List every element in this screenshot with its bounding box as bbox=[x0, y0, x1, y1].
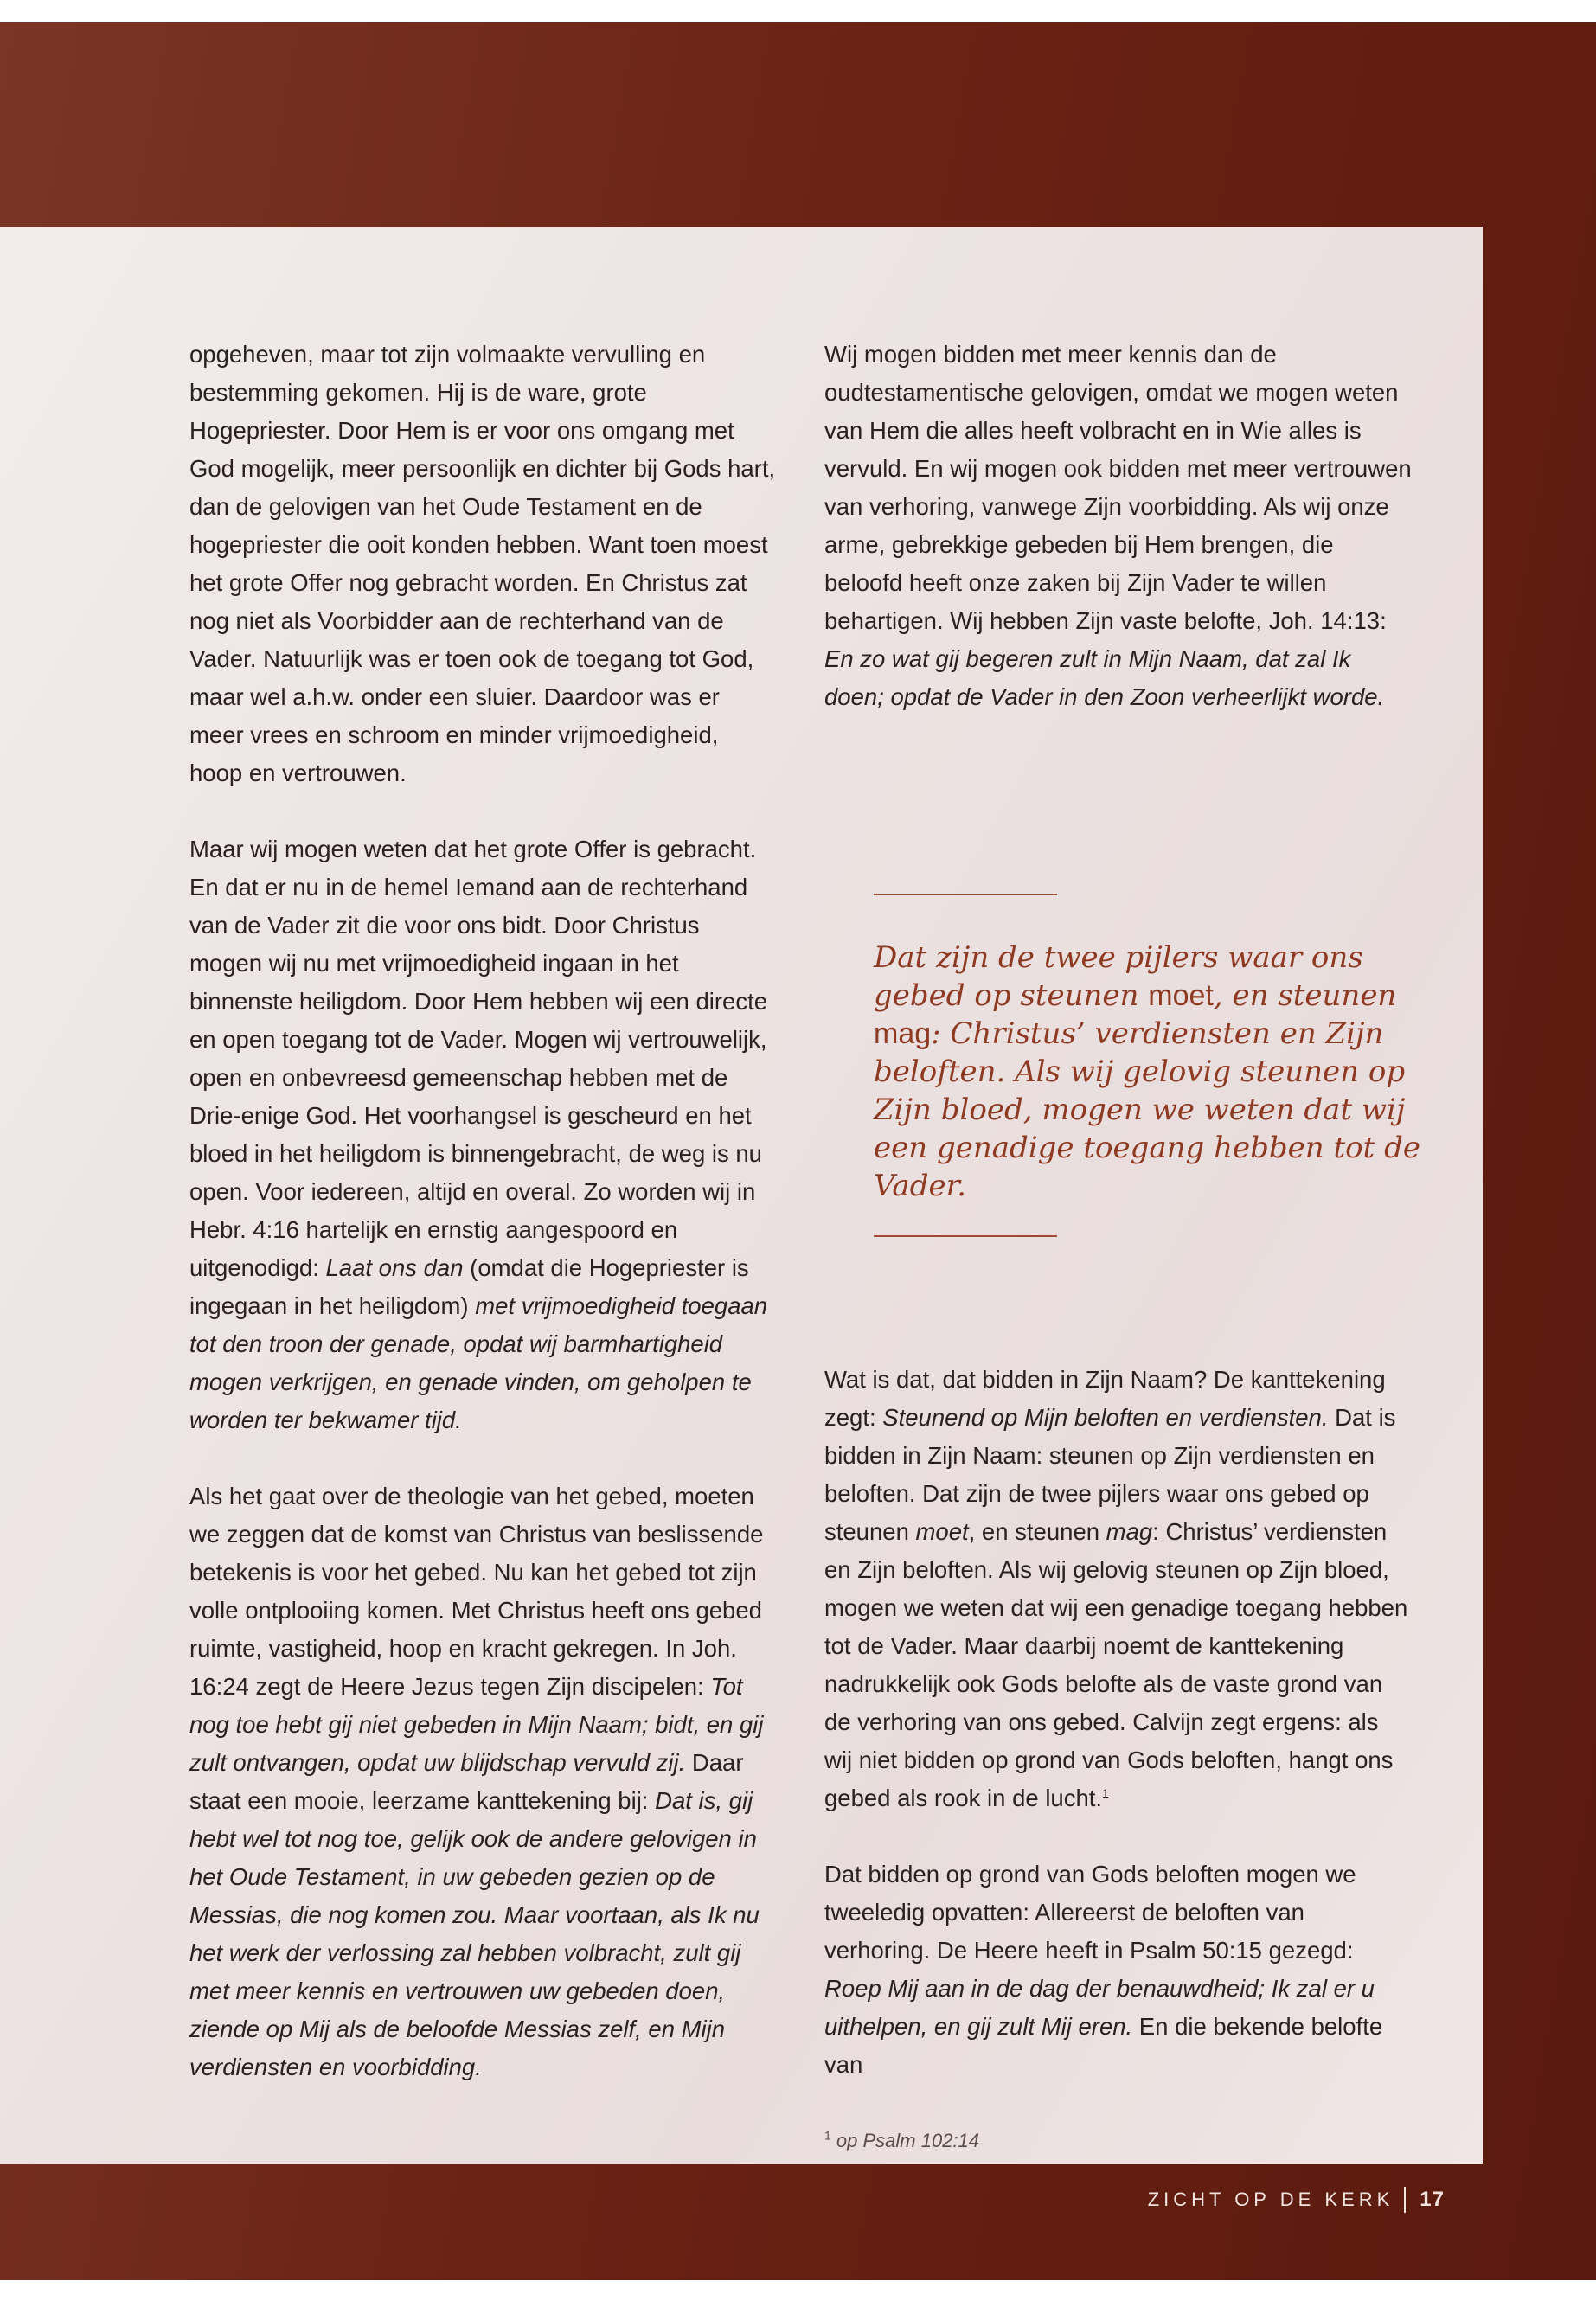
footnote: $^1$ op Psalm 102:14 bbox=[824, 2128, 980, 2151]
page-footer bbox=[1148, 2187, 1445, 2213]
pullquote: Dat zijn de twee pijlers waar ons gebed op steunen moet, en steunen mag: Christus’ verdiensten en Zijn beloften. Als wij gelovig steunen op Zijn bloed, mogen we weten dat wij een genadige toegang hebben tot de Vader. bbox=[874, 940, 1420, 1203]
footnote-ref[interactable]: 1 bbox=[1102, 1785, 1109, 1800]
paragraph: opgeheven, maar tot zijn volmaakte vervulling en bestemming gekomen. Hij is de ware, grote Hogepriester. Door Hem is er voor ons omgang met God mogelijk, meer persoonlijk en dichter bij Gods hart, dan de gelovigen van het Oude Testament en de hogepriester die ooit konden hebben. Want toen moest het grote Offer nog gebracht worden. En Christus zat nog niet als Voorbidder aan de rechterhand van de Vader. Natuurlijk was er toen ook de toegang tot God, maar wel a.h.w. onder een sluier. Daardoor was er meer vrees en schroom en minder vrijmoedigheid, hoop en vertrouwen. bbox=[189, 341, 776, 786]
left-column bbox=[189, 336, 778, 2125]
right-column-top bbox=[824, 336, 1413, 754]
paragraph: Wat is dat, dat bidden in Zijn Naam? De kanttekening zegt: Steunend op Mijn beloften en verdiensten. Dat is bidden in Zijn Naam: steunen op Zijn verdiensten en beloften. Dat zijn de twee pijlers waar ons gebed op steunen moet, en steunen mag: Christus’ verdiensten en Zijn beloften. Als wij gelovig steunen op Zijn bloed, mogen we weten dat wij een genadige toegang hebben tot de Vader. Maar daarbij noemt de kanttekening nadrukkelijk ook Gods belofte als de vaste grond van de verhoring van ons gebed. Calvijn zegt ergens: als wij niet bidden op grond van Gods beloften, hangt ons gebed als rook in de lucht.$^1$ bbox=[824, 1366, 1408, 1811]
paragraph: Maar wij mogen weten dat het grote Offer is gebracht. En dat er nu in de hemel Iemand aan de rechterhand van de Vader zit die voor ons bidt. Door Christus mogen wij nu met vrijmoedigheid ingaan in het binnenste heiligdom. Door Hem hebben wij een directe en open toegang tot de Vader. Mogen wij vertrouwelijk, open en onbevreesd gemeenschap hebben met de Drie-enige God. Het voorhangsel is gescheurd en het bloed in het heiligdom is binnengebracht, de weg is nu open. Voor iedereen, altijd en overal. Zo worden wij in Hebr. 4:16 hartelijk en ernstig aangespoord en uitgenodigd: Laat ons dan (omdat die Hogepriester is ingegaan in het heiligdom) met vrijmoedigheid toegaan tot den troon der genade, opdat wij barmhartigheid mogen verkrijgen, en genade vinden, om geholpen te worden ter bekwamer tijd. bbox=[189, 836, 768, 1433]
paragraph: Wij mogen bidden met meer kennis dan de oudtestamentische gelovigen, omdat we mogen weten van Hem die alles heeft volbracht en in Wie alles is vervuld. En wij mogen ook bidden met meer vertrouwen van verhoring, vanwege Zijn voorbidding. Als wij onze arme, gebrekkige gebeden bij Hem brengen, die beloofd heeft onze zaken bij Zijn Vader te willen behartigen. Wij hebben Zijn vaste belofte, Joh. 14:13: En zo wat gij begeren zult in Mijn Naam, dat zal Ik doen; opdat de Vader in den Zoon verheerlijkt worde. bbox=[824, 341, 1412, 710]
paragraph: Dat bidden op grond van Gods beloften mogen we tweeledig opvatten: Allereerst de beloften van verhoring. De Heere heeft in Psalm 50:15 gezegd: Roep Mij aan in de dag der benauwdheid; Ik zal er u uithelpen, en gij zult Mij eren. En die bekende belofte van bbox=[824, 1861, 1383, 2078]
magazine-title: ZICHT OP DE KERK bbox=[1147, 2189, 1394, 2210]
right-column-bottom bbox=[824, 1361, 1413, 2122]
pullquote-rule-bottom bbox=[874, 1235, 1057, 1237]
pullquote-rule-top bbox=[874, 894, 1057, 895]
footer-divider bbox=[1404, 2187, 1406, 2213]
page-number: 17 bbox=[1420, 2188, 1445, 2211]
paragraph: Als het gaat over de theologie van het gebed, moeten we zeggen dat de komst van Christus van beslissende betekenis is voor het gebed. Nu kan het gebed tot zijn volle ontplooiing komen. Met Christus heeft ons gebed ruimte, vastigheid, hoop en kracht gekregen. In Joh. 16:24 zegt de Heere Jezus tegen Zijn discipelen: Tot nog toe hebt gij niet gebeden in Mijn Naam; bidt, en gij zult ontvangen, opdat uw blijdschap vervuld zij. Daar staat een mooie, leerzame kanttekening bij: Dat is, gij hebt wel tot nog toe, gelijk ook de andere gelovigen in het Oude Testament, in uw gebeden gezien op de Messias, die nog komen zou. Maar voortaan, als Ik nu het werk der verlossing zal hebben volbracht, zult gij met meer kennis en vertrouwen uw gebeden doen, ziende op Mij als de beloofde Messias zelf, en Mijn verdiensten en voorbidding. bbox=[189, 1483, 764, 2080]
